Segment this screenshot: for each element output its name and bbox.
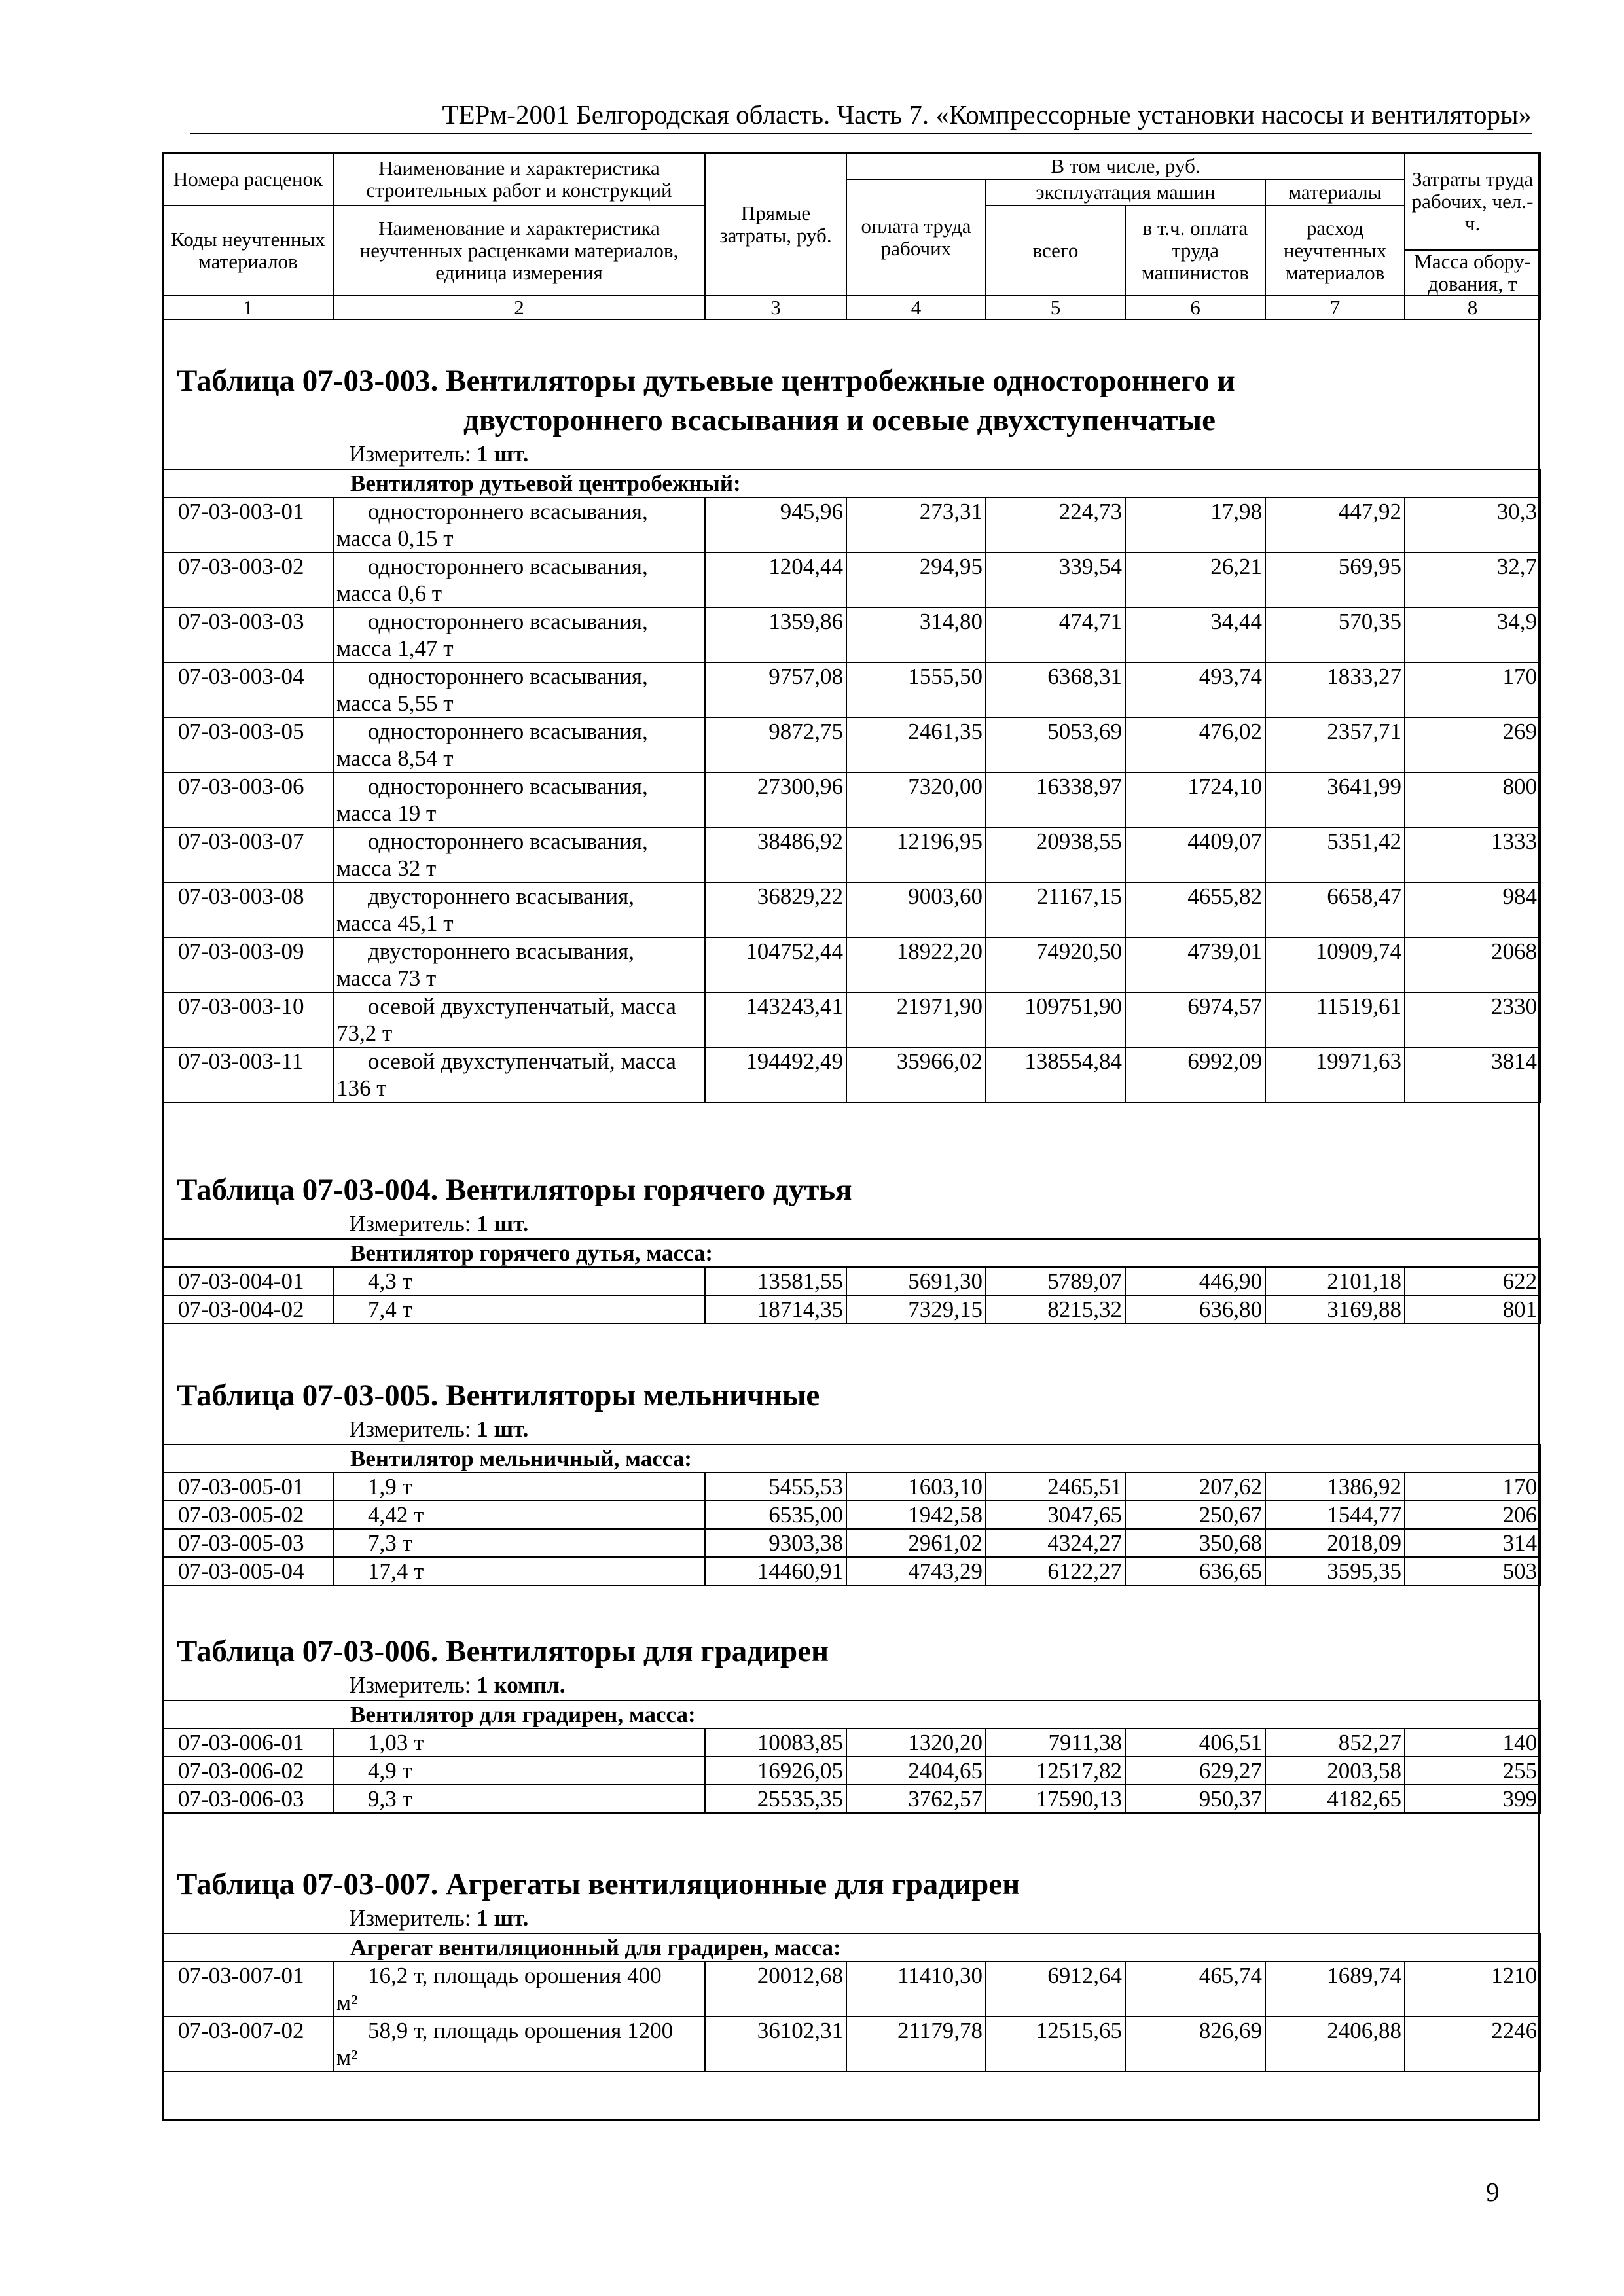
materials-cost: 3641,99 bbox=[1265, 772, 1405, 827]
rate-name-line: масса 45,1 т bbox=[336, 910, 454, 936]
worker-pay: 11410,30 bbox=[846, 1962, 986, 2017]
hdr-direct-costs: Прямые затраты, руб. bbox=[705, 153, 846, 296]
materials-cost: 2018,09 bbox=[1265, 1529, 1405, 1557]
measure-label: Измеритель: bbox=[349, 441, 471, 467]
machines-total: 8215,32 bbox=[986, 1295, 1125, 1323]
direct-cost: 1359,86 bbox=[705, 607, 846, 662]
machines-total: 12515,65 bbox=[986, 2017, 1125, 2072]
hdr-machines-total: всего bbox=[986, 206, 1125, 296]
rate-code: 07-03-007-02 bbox=[163, 2017, 333, 2072]
machinist-pay: 4655,82 bbox=[1125, 882, 1265, 937]
measure-value: 1 шт. bbox=[477, 441, 529, 467]
direct-cost: 1204,44 bbox=[705, 552, 846, 607]
section-title-line: Таблица 07-03-003. Вентиляторы дутьевые центробежные одностороннего и bbox=[177, 364, 1235, 398]
rate-name-line: одностороннего всасывания, bbox=[368, 719, 648, 744]
rate-code: 07-03-006-02 bbox=[163, 1757, 333, 1785]
page-frame bbox=[162, 152, 1540, 2121]
machinist-pay: 17,98 bbox=[1125, 497, 1265, 552]
rate-name-line: масса 0,15 т bbox=[336, 526, 454, 551]
header-rule bbox=[190, 133, 1532, 134]
materials-cost: 1689,74 bbox=[1265, 1962, 1405, 2017]
direct-cost: 194492,49 bbox=[705, 1047, 846, 1102]
machinist-pay: 1724,10 bbox=[1125, 772, 1265, 827]
machinist-pay: 406,51 bbox=[1125, 1729, 1265, 1757]
machines-total: 5053,69 bbox=[986, 717, 1125, 772]
worker-pay: 21971,90 bbox=[846, 992, 986, 1047]
direct-cost: 16926,05 bbox=[705, 1757, 846, 1785]
labor-hours: 269 bbox=[1405, 717, 1540, 772]
rate-name-line: масса 32 т bbox=[336, 855, 437, 881]
measure-value: 1 шт. bbox=[477, 1905, 529, 1931]
direct-cost: 143243,41 bbox=[705, 992, 846, 1047]
machinist-pay: 4409,07 bbox=[1125, 827, 1265, 882]
labor-hours: 1210 bbox=[1405, 1962, 1540, 2017]
rate-name: 1,9 т bbox=[333, 1473, 705, 1501]
rate-name-line: осевой двухступенчатый, масса bbox=[368, 1049, 676, 1074]
machinist-pay: 493,74 bbox=[1125, 662, 1265, 717]
machinist-pay: 446,90 bbox=[1125, 1267, 1265, 1295]
column-number: 6 bbox=[1125, 296, 1265, 319]
rate-name: 7,4 т bbox=[333, 1295, 705, 1323]
machines-total: 2465,51 bbox=[986, 1473, 1125, 1501]
rate-name-line: м² bbox=[336, 2045, 358, 2070]
worker-pay: 2461,35 bbox=[846, 717, 986, 772]
hdr-machinist-pay: в т.ч. оплата труда машинистов bbox=[1125, 206, 1265, 296]
direct-cost: 13581,55 bbox=[705, 1267, 846, 1295]
machinist-pay: 250,67 bbox=[1125, 1501, 1265, 1529]
direct-cost: 6535,00 bbox=[705, 1501, 846, 1529]
machinist-pay: 6974,57 bbox=[1125, 992, 1265, 1047]
machinist-pay: 826,69 bbox=[1125, 2017, 1265, 2072]
machines-total: 74920,50 bbox=[986, 937, 1125, 992]
machines-total: 138554,84 bbox=[986, 1047, 1125, 1102]
rate-name-line: 58,9 т, площадь орошения 1200 bbox=[368, 2018, 674, 2043]
worker-pay: 7329,15 bbox=[846, 1295, 986, 1323]
hdr-materials: материалы bbox=[1265, 179, 1405, 206]
rate-name-line: одностороннего всасывания, bbox=[368, 774, 648, 799]
labor-hours: 984 bbox=[1405, 882, 1540, 937]
hdr-rate-numbers: Номера расценок bbox=[163, 153, 333, 206]
rate-name: 9,3 т bbox=[333, 1785, 705, 1813]
rate-code: 07-03-003-05 bbox=[163, 717, 333, 772]
machinist-pay: 350,68 bbox=[1125, 1529, 1265, 1557]
measure-label: Измеритель: bbox=[349, 1672, 471, 1698]
machines-total: 3047,65 bbox=[986, 1501, 1125, 1529]
direct-cost: 20012,68 bbox=[705, 1962, 846, 2017]
worker-pay: 3762,57 bbox=[846, 1785, 986, 1813]
machines-total: 6912,64 bbox=[986, 1962, 1125, 2017]
hdr-including: В том числе, руб. bbox=[846, 153, 1405, 179]
group-subheader: Вентилятор горячего дутья, масса: bbox=[163, 1239, 1540, 1267]
worker-pay: 4743,29 bbox=[846, 1557, 986, 1585]
hdr-material-codes: Коды неучтенных материалов bbox=[163, 206, 333, 296]
column-number: 7 bbox=[1265, 296, 1405, 319]
rate-name-line: 16,2 т, площадь орошения 400 bbox=[368, 1963, 662, 1988]
rate-name-line: масса 73 т bbox=[336, 965, 437, 991]
measure-label: Измеритель: bbox=[349, 1905, 471, 1931]
worker-pay: 18922,20 bbox=[846, 937, 986, 992]
materials-cost: 2003,58 bbox=[1265, 1757, 1405, 1785]
machines-total: 109751,90 bbox=[986, 992, 1125, 1047]
rate-name-line: масса 5,55 т bbox=[336, 691, 454, 716]
hdr-machine-operation: эксплуатация машин bbox=[986, 179, 1265, 206]
worker-pay: 1320,20 bbox=[846, 1729, 986, 1757]
rate-name: 1,03 т bbox=[333, 1729, 705, 1757]
measure-value: 1 шт. bbox=[477, 1211, 529, 1236]
rate-name-line: м² bbox=[336, 1990, 358, 2015]
materials-cost: 19971,63 bbox=[1265, 1047, 1405, 1102]
direct-cost: 27300,96 bbox=[705, 772, 846, 827]
rate-name-line: одностороннего всасывания, bbox=[368, 554, 648, 579]
direct-cost: 38486,92 bbox=[705, 827, 846, 882]
rate-name: 7,3 т bbox=[333, 1529, 705, 1557]
labor-hours: 3814 bbox=[1405, 1047, 1540, 1102]
machinist-pay: 950,37 bbox=[1125, 1785, 1265, 1813]
machinist-pay: 207,62 bbox=[1125, 1473, 1265, 1501]
machinist-pay: 26,21 bbox=[1125, 552, 1265, 607]
worker-pay: 35966,02 bbox=[846, 1047, 986, 1102]
machines-total: 474,71 bbox=[986, 607, 1125, 662]
worker-pay: 7320,00 bbox=[846, 772, 986, 827]
materials-cost: 1386,92 bbox=[1265, 1473, 1405, 1501]
column-number: 5 bbox=[986, 296, 1125, 319]
hdr-material-usage: расход неучтенных материалов bbox=[1265, 206, 1405, 296]
rate-code: 07-03-007-01 bbox=[163, 1962, 333, 2017]
labor-hours: 170 bbox=[1405, 1473, 1540, 1501]
rate-code: 07-03-003-02 bbox=[163, 552, 333, 607]
machinist-pay: 465,74 bbox=[1125, 1962, 1265, 2017]
materials-cost: 447,92 bbox=[1265, 497, 1405, 552]
labor-hours: 170 bbox=[1405, 662, 1540, 717]
rate-code: 07-03-003-03 bbox=[163, 607, 333, 662]
rate-code: 07-03-003-04 bbox=[163, 662, 333, 717]
rate-code: 07-03-004-01 bbox=[163, 1267, 333, 1295]
machinist-pay: 6992,09 bbox=[1125, 1047, 1265, 1102]
materials-cost: 3169,88 bbox=[1265, 1295, 1405, 1323]
rate-name-line: одностороннего всасывания, bbox=[368, 499, 648, 524]
machines-total: 6122,27 bbox=[986, 1557, 1125, 1585]
column-number: 8 bbox=[1405, 296, 1540, 319]
rate-code: 07-03-003-11 bbox=[163, 1047, 333, 1102]
worker-pay: 2961,02 bbox=[846, 1529, 986, 1557]
labor-hours: 314 bbox=[1405, 1529, 1540, 1557]
labor-hours: 255 bbox=[1405, 1757, 1540, 1785]
worker-pay: 1555,50 bbox=[846, 662, 986, 717]
machines-total: 16338,97 bbox=[986, 772, 1125, 827]
machinist-pay: 629,27 bbox=[1125, 1757, 1265, 1785]
rate-name: 4,3 т bbox=[333, 1267, 705, 1295]
materials-cost: 852,27 bbox=[1265, 1729, 1405, 1757]
rate-name-line: масса 19 т bbox=[336, 800, 437, 826]
section-title-line: Таблица 07-03-005. Вентиляторы мельничные bbox=[177, 1378, 820, 1412]
measure-label: Измеритель: bbox=[349, 1416, 471, 1442]
group-subheader: Вентилятор для градирен, масса: bbox=[163, 1700, 1540, 1729]
materials-cost: 569,95 bbox=[1265, 552, 1405, 607]
labor-hours: 503 bbox=[1405, 1557, 1540, 1585]
materials-cost: 570,35 bbox=[1265, 607, 1405, 662]
rate-code: 07-03-005-03 bbox=[163, 1529, 333, 1557]
hdr-worker-pay: оплата труда рабочих bbox=[846, 179, 986, 296]
column-number: 3 bbox=[705, 296, 846, 319]
rate-name-line: одностороннего всасывания, bbox=[368, 664, 648, 689]
running-head: ТЕРм-2001 Белгородская область. Часть 7. «Компрессорные установки насосы и вентиляторы» bbox=[442, 99, 1532, 130]
machines-total: 6368,31 bbox=[986, 662, 1125, 717]
direct-cost: 10083,85 bbox=[705, 1729, 846, 1757]
materials-cost: 11519,61 bbox=[1265, 992, 1405, 1047]
machinist-pay: 636,65 bbox=[1125, 1557, 1265, 1585]
direct-cost: 14460,91 bbox=[705, 1557, 846, 1585]
rate-code: 07-03-003-08 bbox=[163, 882, 333, 937]
rate-code: 07-03-006-01 bbox=[163, 1729, 333, 1757]
machinist-pay: 636,80 bbox=[1125, 1295, 1265, 1323]
machinist-pay: 4739,01 bbox=[1125, 937, 1265, 992]
direct-cost: 945,96 bbox=[705, 497, 846, 552]
materials-cost: 2101,18 bbox=[1265, 1267, 1405, 1295]
worker-pay: 314,80 bbox=[846, 607, 986, 662]
worker-pay: 273,31 bbox=[846, 497, 986, 552]
machines-total: 4324,27 bbox=[986, 1529, 1125, 1557]
direct-cost: 9872,75 bbox=[705, 717, 846, 772]
section-title-line: двустороннего всасывания и осевые двухступенчатые bbox=[463, 403, 1216, 437]
labor-hours: 1333 bbox=[1405, 827, 1540, 882]
hdr-material-name: Наименование и характеристика неучтенных расценками материалов, единица измерения bbox=[333, 206, 705, 296]
worker-pay: 1942,58 bbox=[846, 1501, 986, 1529]
measure-label: Измеритель: bbox=[349, 1211, 471, 1236]
machines-total: 224,73 bbox=[986, 497, 1125, 552]
materials-cost: 2357,71 bbox=[1265, 717, 1405, 772]
rate-name-line: двустороннего всасывания, bbox=[368, 939, 635, 964]
section-title-line: Таблица 07-03-006. Вентиляторы для градирен bbox=[177, 1634, 829, 1668]
direct-cost: 36829,22 bbox=[705, 882, 846, 937]
rate-code: 07-03-005-04 bbox=[163, 1557, 333, 1585]
labor-hours: 140 bbox=[1405, 1729, 1540, 1757]
materials-cost: 1833,27 bbox=[1265, 662, 1405, 717]
measure-value: 1 компл. bbox=[477, 1672, 566, 1698]
rate-code: 07-03-004-02 bbox=[163, 1295, 333, 1323]
rate-name-line: одностороннего всасывания, bbox=[368, 609, 648, 634]
materials-cost: 1544,77 bbox=[1265, 1501, 1405, 1529]
worker-pay: 2404,65 bbox=[846, 1757, 986, 1785]
machines-total: 12517,82 bbox=[986, 1757, 1125, 1785]
group-subheader: Вентилятор мельничный, масса: bbox=[163, 1444, 1540, 1473]
worker-pay: 5691,30 bbox=[846, 1267, 986, 1295]
labor-hours: 34,9 bbox=[1405, 607, 1540, 662]
materials-cost: 3595,35 bbox=[1265, 1557, 1405, 1585]
rate-name-line: масса 0,6 т bbox=[336, 581, 442, 606]
column-number: 2 bbox=[333, 296, 705, 319]
labor-hours: 32,7 bbox=[1405, 552, 1540, 607]
materials-cost: 5351,42 bbox=[1265, 827, 1405, 882]
section-title-line: Таблица 07-03-007. Агрегаты вентиляционные для градирен bbox=[177, 1867, 1020, 1901]
labor-hours: 2068 bbox=[1405, 937, 1540, 992]
rate-code: 07-03-003-07 bbox=[163, 827, 333, 882]
group-subheader: Агрегат вентиляционный для градирен, масса: bbox=[163, 1933, 1540, 1962]
worker-pay: 21179,78 bbox=[846, 2017, 986, 2072]
machines-total: 5789,07 bbox=[986, 1267, 1125, 1295]
machines-total: 21167,15 bbox=[986, 882, 1125, 937]
column-number: 4 bbox=[846, 296, 986, 319]
direct-cost: 18714,35 bbox=[705, 1295, 846, 1323]
rate-code: 07-03-005-01 bbox=[163, 1473, 333, 1501]
machinist-pay: 476,02 bbox=[1125, 717, 1265, 772]
materials-cost: 4182,65 bbox=[1265, 1785, 1405, 1813]
machines-total: 339,54 bbox=[986, 552, 1125, 607]
materials-cost: 2406,88 bbox=[1265, 2017, 1405, 2072]
machines-total: 17590,13 bbox=[986, 1785, 1125, 1813]
worker-pay: 294,95 bbox=[846, 552, 986, 607]
rate-name: 17,4 т bbox=[333, 1557, 705, 1585]
rate-code: 07-03-003-06 bbox=[163, 772, 333, 827]
rate-name-line: 73,2 т bbox=[336, 1020, 393, 1046]
rate-code: 07-03-005-02 bbox=[163, 1501, 333, 1529]
measure-value: 1 шт. bbox=[477, 1416, 529, 1442]
labor-hours: 801 bbox=[1405, 1295, 1540, 1323]
rate-code: 07-03-003-09 bbox=[163, 937, 333, 992]
labor-hours: 206 bbox=[1405, 1501, 1540, 1529]
direct-cost: 5455,53 bbox=[705, 1473, 846, 1501]
labor-hours: 2330 bbox=[1405, 992, 1540, 1047]
labor-hours: 800 bbox=[1405, 772, 1540, 827]
rate-code: 07-03-003-10 bbox=[163, 992, 333, 1047]
machines-total: 20938,55 bbox=[986, 827, 1125, 882]
machines-total: 7911,38 bbox=[986, 1729, 1125, 1757]
direct-cost: 9303,38 bbox=[705, 1529, 846, 1557]
labor-hours: 2246 bbox=[1405, 2017, 1540, 2072]
hdr-labor-costs: Затраты труда рабочих, чел.-ч. bbox=[1405, 153, 1540, 250]
rate-name-line: масса 8,54 т bbox=[336, 745, 454, 771]
hdr-equipment-mass: Масса обору-дования, т bbox=[1405, 250, 1540, 296]
rate-name-line: одностороннего всасывания, bbox=[368, 829, 648, 854]
materials-cost: 10909,74 bbox=[1265, 937, 1405, 992]
labor-hours: 30,3 bbox=[1405, 497, 1540, 552]
rate-name-line: 136 т bbox=[336, 1075, 387, 1101]
column-number: 1 bbox=[163, 296, 333, 319]
machinist-pay: 34,44 bbox=[1125, 607, 1265, 662]
section-title-line: Таблица 07-03-004. Вентиляторы горячего дутья bbox=[177, 1173, 852, 1207]
direct-cost: 36102,31 bbox=[705, 2017, 846, 2072]
direct-cost: 25535,35 bbox=[705, 1785, 846, 1813]
rate-code: 07-03-006-03 bbox=[163, 1785, 333, 1813]
rate-name: 4,42 т bbox=[333, 1501, 705, 1529]
direct-cost: 104752,44 bbox=[705, 937, 846, 992]
direct-cost: 9757,08 bbox=[705, 662, 846, 717]
worker-pay: 1603,10 bbox=[846, 1473, 986, 1501]
worker-pay: 12196,95 bbox=[846, 827, 986, 882]
rate-name-line: двустороннего всасывания, bbox=[368, 884, 635, 909]
materials-cost: 6658,47 bbox=[1265, 882, 1405, 937]
rate-name-line: осевой двухступенчатый, масса bbox=[368, 994, 676, 1019]
rate-name: 4,9 т bbox=[333, 1757, 705, 1785]
labor-hours: 399 bbox=[1405, 1785, 1540, 1813]
group-subheader: Вентилятор дутьевой центробежный: bbox=[163, 469, 1540, 497]
rate-code: 07-03-003-01 bbox=[163, 497, 333, 552]
page-number: 9 bbox=[1486, 2177, 1500, 2207]
hdr-work-name: Наименование и характеристика строительных работ и конструкций bbox=[333, 153, 705, 206]
rate-name-line: масса 1,47 т bbox=[336, 636, 454, 661]
worker-pay: 9003,60 bbox=[846, 882, 986, 937]
labor-hours: 622 bbox=[1405, 1267, 1540, 1295]
